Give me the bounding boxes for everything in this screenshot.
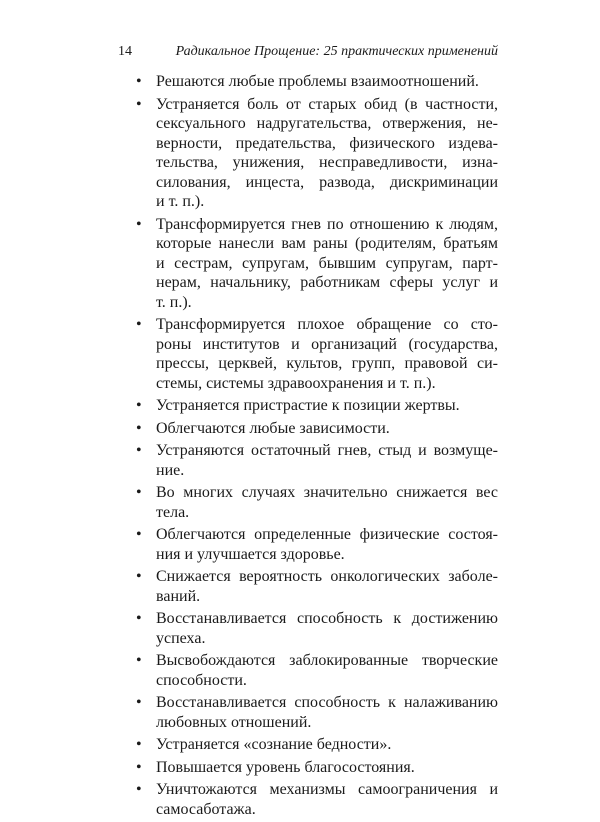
bullet-mark: •: [136, 610, 142, 627]
list-item-line: Устраняется боль от старых обид (в частности,: [156, 95, 498, 113]
bullet-mark: •: [136, 736, 142, 753]
list-item-line: и т. п.).: [156, 193, 205, 210]
list-item: [136, 215, 498, 313]
list-item-line: и сестрам, супругам, бывшим супругам, парт-: [156, 254, 498, 272]
list-item: [136, 483, 498, 522]
list-item: [136, 441, 498, 480]
list-item-line: Во многих случаях значительно снижается вес: [156, 484, 498, 501]
list-item-line: способности.: [156, 671, 247, 689]
list-item-line: Трансформируется гнев по отношению к людям,: [156, 215, 498, 233]
benefits-bullet-list: [136, 72, 498, 822]
bullet-mark: •: [136, 568, 142, 585]
list-item-line: т. п.).: [156, 293, 192, 311]
list-item-line: Устраняется «сознание бедности».: [156, 736, 392, 753]
list-item-line: роны институтов и организаций (государства,: [156, 335, 498, 353]
list-item-line: Восстанавливается способность к достижению: [156, 610, 498, 627]
list-item-line: Устраняются остаточный гнев, стыд и возмуще-: [156, 442, 498, 459]
bullet-mark: •: [136, 694, 142, 711]
list-item-line: Восстанавливается способность к налаживанию: [156, 694, 498, 711]
list-item: [136, 72, 498, 92]
running-header: [118, 42, 498, 62]
list-item: [136, 609, 498, 648]
bullet-mark: •: [136, 652, 142, 669]
bullet-mark: •: [136, 484, 142, 501]
bullet-mark: •: [136, 73, 142, 90]
list-item-line: нерам, начальнику, работникам сферы услуг и: [156, 274, 498, 291]
list-item: [136, 693, 498, 732]
list-item-line: успеха.: [156, 629, 206, 647]
bullet-mark: •: [136, 781, 142, 798]
list-item-line: прессы, церквей, культов, групп, правовой си-: [156, 355, 498, 372]
list-item-line: стемы, системы здравоохранения и т. п.).: [156, 374, 436, 392]
list-item: [136, 780, 498, 819]
list-item-line: которые нанесли вам раны (родителям, братьям: [156, 235, 498, 252]
bullet-mark: •: [136, 316, 142, 333]
list-item-line: тельства, унижения, несправедливости, изна-: [156, 154, 498, 171]
list-item: [136, 315, 498, 393]
list-item-line: Высвобождаются заблокированные творческие: [156, 652, 498, 669]
bullet-mark: •: [136, 95, 142, 113]
list-item: [136, 735, 498, 755]
list-item-line: ние.: [156, 461, 185, 479]
list-item-line: тела.: [156, 503, 190, 521]
page-number: 14: [118, 44, 132, 59]
bullet-mark: •: [136, 758, 142, 776]
list-item: [136, 758, 498, 778]
list-item-line: любовных отношений.: [156, 713, 312, 731]
bullet-mark: •: [136, 397, 142, 414]
list-item: [136, 419, 498, 439]
list-item-line: силования, инцеста, развода, дискриминации: [156, 173, 498, 191]
running-title: Радикальное Прощение: 25 практических применений: [175, 44, 498, 59]
list-item-line: Решаются любые проблемы взаимоотношений.: [156, 73, 479, 90]
bullet-mark: •: [136, 442, 142, 459]
list-item-line: Повышается уровень благосостояния.: [156, 758, 415, 776]
list-item: [136, 525, 498, 564]
bullet-mark: •: [136, 526, 142, 543]
list-item-line: Уничтожаются механизмы самоограничения и: [156, 781, 498, 798]
list-item-line: ния и улучшается здоровье.: [156, 545, 345, 563]
list-item: [136, 396, 498, 416]
list-item: [136, 95, 498, 212]
list-item-line: верности, предательства, физического издева-: [156, 134, 498, 152]
list-item-line: Снижается вероятность онкологических заболе-: [156, 568, 498, 585]
list-item-line: Облегчаются любые зависимости.: [156, 419, 390, 437]
list-item-line: Устраняется пристрастие к позиции жертвы.: [156, 397, 460, 414]
list-item-line: Облегчаются определенные физические состоя-: [156, 526, 498, 543]
list-item: [136, 567, 498, 606]
list-item-line: ваний.: [156, 587, 201, 605]
bullet-mark: •: [136, 215, 142, 233]
list-item: [136, 651, 498, 690]
list-item-line: самосаботажа.: [156, 800, 256, 818]
list-item-line: сексуального надругательства, отвержения, не-: [156, 115, 498, 132]
list-item-line: Трансформируется плохое обращение со сто-: [156, 316, 498, 333]
bullet-mark: •: [136, 419, 142, 437]
